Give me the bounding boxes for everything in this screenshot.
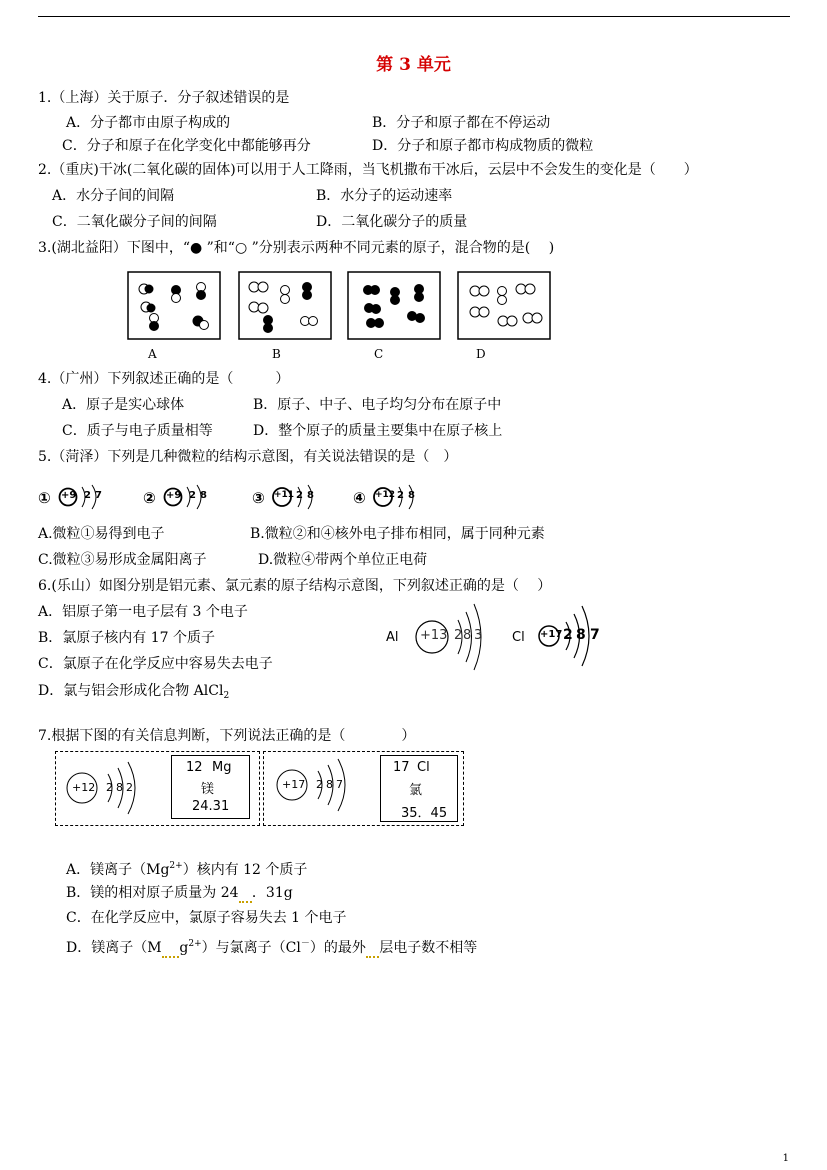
q4-stem: 4.（广州）下列叙述正确的是（ ） xyxy=(38,371,290,387)
q3-label-c: C xyxy=(374,347,384,361)
cl-shell-2: 8 xyxy=(576,627,586,643)
particle-2-shell-2: 8 xyxy=(200,490,207,501)
cl2-shell-1: 2 xyxy=(316,778,323,791)
particle-4-shell-1: 2 xyxy=(397,490,404,501)
cl2-shell-2: 8 xyxy=(326,778,333,791)
cl2-nucleus: +17 xyxy=(282,778,306,791)
q7-option-c: C．在化学反应中，氯原子容易失去 1 个电子 xyxy=(66,910,347,926)
mg-atomic-number: 12 xyxy=(186,760,203,775)
q7-option-d xyxy=(66,935,477,957)
box-d xyxy=(458,272,550,339)
mg-periodic-cell xyxy=(171,755,250,819)
q3-label-d: D xyxy=(476,347,486,361)
cl2-shell-3: 7 xyxy=(336,778,343,791)
particle-3-shell-2: 8 xyxy=(307,490,314,501)
cl-shell-3: 7 xyxy=(590,627,600,643)
q4-option-a: A．原子是实心球体 xyxy=(62,397,185,413)
q4-option-b: B．原子、中子、电子均匀分布在原子中 xyxy=(253,397,502,413)
q3-label-b: B xyxy=(272,347,281,361)
q2-option-c: C．二氧化碳分子间的间隔 xyxy=(52,214,217,230)
particle-3-nucleus: +11 xyxy=(274,490,295,500)
q4-option-d: D．整个原子的质量主要集中在原子核上 xyxy=(253,423,503,439)
q5-option-a: A.微粒①易得到电子 xyxy=(38,526,165,542)
q1-option-c: C．分子和原子在化学变化中都能够再分 xyxy=(62,138,311,154)
q2-option-d: D．二氧化碳分子的质量 xyxy=(316,214,468,230)
q6-option-a: A．铝原子第一电子层有 3 个电子 xyxy=(38,604,248,620)
cl-nucleus: +17 xyxy=(540,629,563,640)
al-nucleus: +13 xyxy=(420,628,448,643)
q5-option-b: B.微粒②和④核外电子排布相同，属于同种元素 xyxy=(250,526,545,542)
mg-nucleus: +12 xyxy=(72,781,96,794)
particle-1-nucleus: +9 xyxy=(61,490,77,501)
q7-d-post2: ）的最外 xyxy=(309,940,366,956)
q7-d-sup2: － xyxy=(300,939,310,949)
cl-shell-1: 2 xyxy=(563,627,573,643)
box-c-particles xyxy=(364,285,425,328)
q7-b-dots xyxy=(239,885,252,903)
q6-option-c: C．氯原子在化学反应中容易失去电子 xyxy=(38,656,273,672)
particle-2-shell-1: 2 xyxy=(189,490,196,501)
q6-option-d-text: D．氯与铝会形成化合物 AlCl xyxy=(38,683,224,699)
cl-periodic-cell xyxy=(380,755,458,822)
q4-option-c: C．质子与电子质量相等 xyxy=(62,423,213,439)
mg-name: 镁 xyxy=(201,782,215,797)
q7-d-pre: D．镁离子（M xyxy=(66,940,162,956)
q7-d-mid: g xyxy=(179,940,189,956)
particle-4-nucleus: +12 xyxy=(375,490,396,500)
cl-name: 氯 xyxy=(409,783,423,798)
box-c xyxy=(348,272,440,339)
cl-atomic-mass: 35．45 xyxy=(401,806,448,821)
q7-a-sup: 2+ xyxy=(169,861,183,871)
q1-option-a: A．分子都市由原子构成的 xyxy=(66,115,231,131)
q7-option-b xyxy=(66,884,293,902)
particle-4-shell-2: 8 xyxy=(408,490,415,501)
q7-d-dots-1 xyxy=(162,940,180,958)
q5-stem: 5.（菏泽）下列是几种微粒的结构示意图，有关说法错误的是（ ） xyxy=(38,449,458,465)
mg-shell-3: 2 xyxy=(126,781,133,794)
mg-shell-2: 8 xyxy=(116,781,123,794)
q3-stem: 3.(湖北益阳）下图中，“● ”和“○ ”分别表示两种不同元素的原子，混合物的是( ) xyxy=(38,240,555,256)
q1-option-b: B．分子和原子都在不停运动 xyxy=(372,115,551,131)
q3-label-a: A xyxy=(148,347,157,361)
q1-option-d: D．分子和原子都市构成物质的微粒 xyxy=(372,138,594,154)
al-shell-3: 3 xyxy=(474,628,483,643)
q2-option-b: B．水分子的运动速率 xyxy=(316,188,453,204)
q7-option-a xyxy=(66,857,307,879)
q7-b-pre: B．镁的相对原子质量为 24 xyxy=(66,885,239,901)
al-shell-1: 2 xyxy=(454,628,463,643)
box-d-particles xyxy=(470,284,542,326)
q7-d-dots-2 xyxy=(366,940,379,958)
q6-option-d xyxy=(38,682,229,705)
q7-a-pre: A．镁离子（Mg xyxy=(66,862,170,878)
page-title: 第 3 单元 xyxy=(376,55,451,75)
q7-stem: 7.根据下图的有关信息判断，下列说法正确的是（ ） xyxy=(38,728,416,744)
q7-d-sup: 2+ xyxy=(188,939,202,949)
cl-atomic-number: 17 xyxy=(393,760,410,775)
q7-d-post3: 层电子数不相等 xyxy=(379,940,478,956)
box-b-particles xyxy=(249,282,318,333)
q6-option-b: B．氯原子核内有 17 个质子 xyxy=(38,630,216,646)
al-symbol: Al xyxy=(386,630,399,645)
q6-option-d-subscript: 2 xyxy=(223,691,230,701)
particle-1-num: ① xyxy=(38,489,51,507)
q6-stem: 6.(乐山）如图分别是铝元素、氯元素的原子结构示意图，下列叙述正确的是（ ） xyxy=(38,578,552,594)
q7-b-post: ．31g xyxy=(251,885,293,901)
q7-d-post1: ）与氯离子（Cl xyxy=(201,940,301,956)
q2-stem: 2.（重庆)干冰(二氧化碳的固体)可以用于人工降雨，当飞机撒布干冰后，云层中不会发生的变化是（ ） xyxy=(38,162,698,178)
box-a-particles xyxy=(139,283,209,331)
mg-symbol: Mg xyxy=(212,760,232,775)
particle-3-shell-1: 2 xyxy=(296,490,303,501)
mg-shell-1: 2 xyxy=(106,781,113,794)
particle-2-nucleus: +9 xyxy=(166,490,182,501)
cl-symbol: Cl xyxy=(512,630,525,645)
page-number: 1 xyxy=(782,1153,789,1164)
q1-stem: 1.（上海）关于原子．分子叙述错误的是 xyxy=(38,90,290,106)
q7-a-post: ）核内有 12 个质子 xyxy=(182,862,308,878)
particle-4-num: ④ xyxy=(353,489,366,507)
al-shell-2: 8 xyxy=(463,628,472,643)
mg-atomic-mass: 24.31 xyxy=(192,799,230,814)
q5-option-c: C.微粒③易形成金属阳离子 xyxy=(38,552,207,568)
particle-3-num: ③ xyxy=(252,489,265,507)
q5-option-d: D.微粒④带两个单位正电荷 xyxy=(258,552,428,568)
q2-option-a: A．水分子间的间隔 xyxy=(52,188,175,204)
particle-1-shell-2: 7 xyxy=(95,490,102,501)
particle-1-shell-1: 2 xyxy=(84,490,91,501)
cl-symbol-cell: Cl xyxy=(417,760,430,775)
particle-2-num: ② xyxy=(143,489,156,507)
